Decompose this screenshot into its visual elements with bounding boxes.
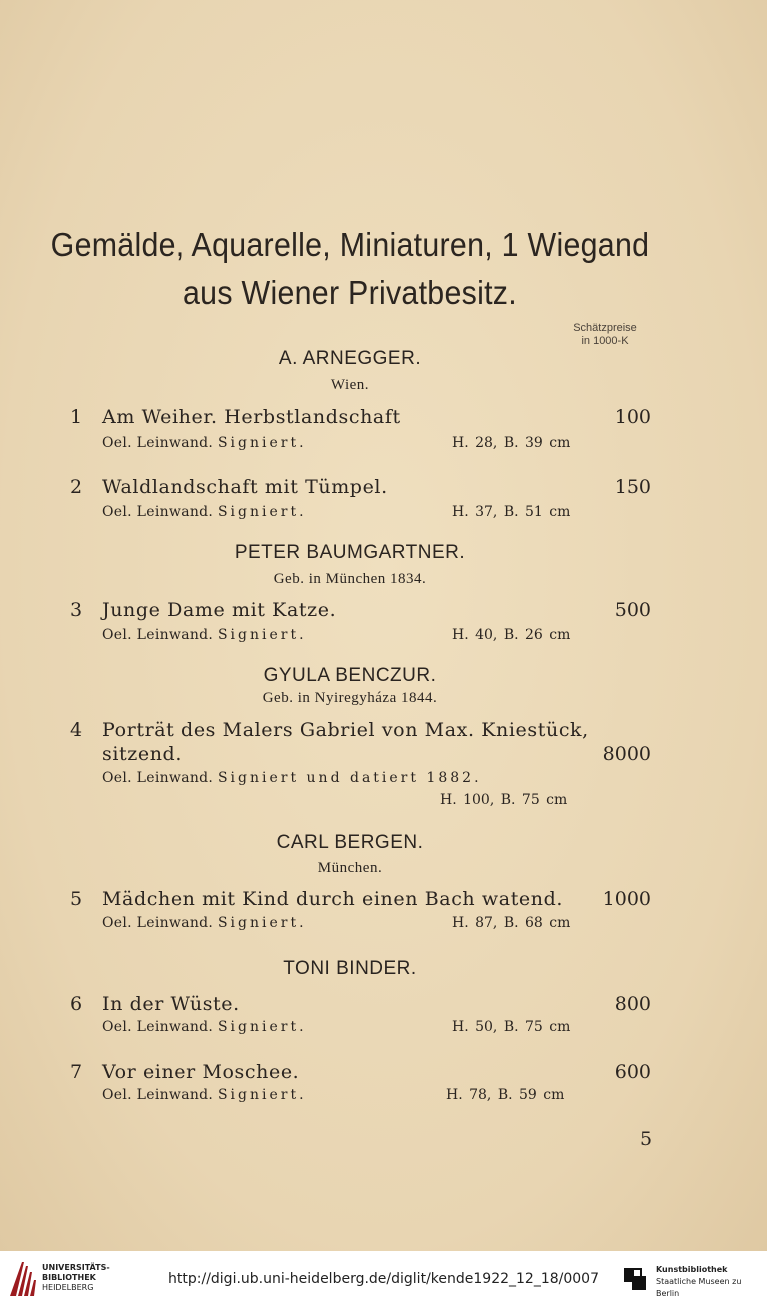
kunstbibliothek-title: Kunstbibliothek [656,1265,728,1274]
work-dimensions: H. 37, B. 51 cm [452,504,571,520]
work-dimensions: H. 78, B. 59 cm [446,1087,565,1103]
signature-note: Signiert und datiert 1882. [217,770,482,786]
medium-text: Oel. Leinwand. [102,627,214,643]
work-medium [102,915,307,931]
estimate-price: 800 [614,993,651,1015]
estimate-price: 1000 [602,888,651,910]
estimate-price: 500 [614,599,651,621]
signature-note: Signiert. [217,915,307,931]
artist-origin: München. [317,860,383,876]
estimate-price: 100 [614,406,651,428]
artist-origin: Geb. in Nyiregyháza 1844. [262,690,438,706]
permalink-url[interactable]: http://digi.ub.uni-heidelberg.de/diglit/kende1922_12_18/0007 [168,1271,599,1287]
lot-number: 4 [70,719,83,741]
lot-number: 5 [70,888,83,910]
kunstbibliothek-subtitle: Staatliche Museen zu Berlin [656,1277,742,1298]
estimate-header-label: Schätzpreise [573,322,637,334]
estimate-header-unit: in 1000-K [581,335,629,347]
kunstbibliothek-name [656,1264,767,1300]
work-medium [102,627,307,643]
work-title: Vor einer Moschee. [102,1061,300,1083]
artist-name: A. ARNEGGER. [278,348,422,369]
artist-name: TONI BINDER. [283,958,417,979]
work-title: Porträt des Malers Gabriel von Max. Kniestück, [102,719,589,741]
signature-note: Signiert. [217,627,307,643]
page-title: Gemälde, Aquarelle, Miniaturen, 1 Wiegand [50,226,650,263]
work-dimensions: H. 87, B. 68 cm [452,915,571,931]
work-title: Waldlandschaft mit Tümpel. [102,476,388,498]
work-medium [102,1087,307,1103]
work-title: Am Weiher. Herbstlandschaft [102,406,401,428]
work-title-continued: sitzend. [102,743,182,765]
artist-name: CARL BERGEN. [276,832,424,853]
estimate-header [560,322,650,348]
work-medium [102,770,482,786]
lot-number: 7 [70,1061,83,1083]
artist-name: GYULA BENCZUR. [263,665,437,686]
work-title: Junge Dame mit Katze. [102,599,337,621]
library-name-line: UNIVERSITÄTS- [42,1263,110,1272]
estimate-price: 8000 [602,743,651,765]
estimate-price: 150 [614,476,651,498]
artist-origin: Wien. [330,377,370,393]
artist-name: PETER BAUMGARTNER. [234,542,466,563]
page-subtitle: aus Wiener Privatbesitz. [183,274,517,311]
library-city-line: HEIDELBERG [42,1283,94,1292]
work-medium [102,504,307,520]
work-title: Mädchen mit Kind durch einen Bach watend. [102,888,564,910]
medium-text: Oel. Leinwand. [102,435,214,451]
lot-number: 2 [70,476,83,498]
lot-number: 1 [70,406,83,428]
medium-text: Oel. Leinwand. [102,770,214,786]
medium-text: Oel. Leinwand. [102,915,214,931]
signature-note: Signiert. [217,1019,307,1035]
signature-note: Signiert. [217,435,307,451]
work-medium [102,1019,307,1035]
footer-bar [0,1251,767,1306]
kunstbibliothek-logo-icon[interactable] [622,1264,650,1292]
medium-text: Oel. Leinwand. [102,504,214,520]
library-name-line: BIBLIOTHEK [42,1273,96,1282]
work-dimensions: H. 40, B. 26 cm [452,627,571,643]
work-dimensions: H. 50, B. 75 cm [452,1019,571,1035]
artist-origin: Geb. in München 1834. [273,571,427,587]
signature-note: Signiert. [217,1087,307,1103]
estimate-price: 600 [614,1061,651,1083]
work-medium [102,435,307,451]
work-dimensions: H. 28, B. 39 cm [452,435,571,451]
page-number: 5 [640,1128,653,1150]
work-dimensions: H. 100, B. 75 cm [440,792,568,808]
medium-text: Oel. Leinwand. [102,1019,214,1035]
signature-note: Signiert. [217,504,307,520]
lot-number: 3 [70,599,83,621]
work-title: In der Wüste. [102,993,240,1015]
medium-text: Oel. Leinwand. [102,1087,214,1103]
lot-number: 6 [70,993,83,1015]
